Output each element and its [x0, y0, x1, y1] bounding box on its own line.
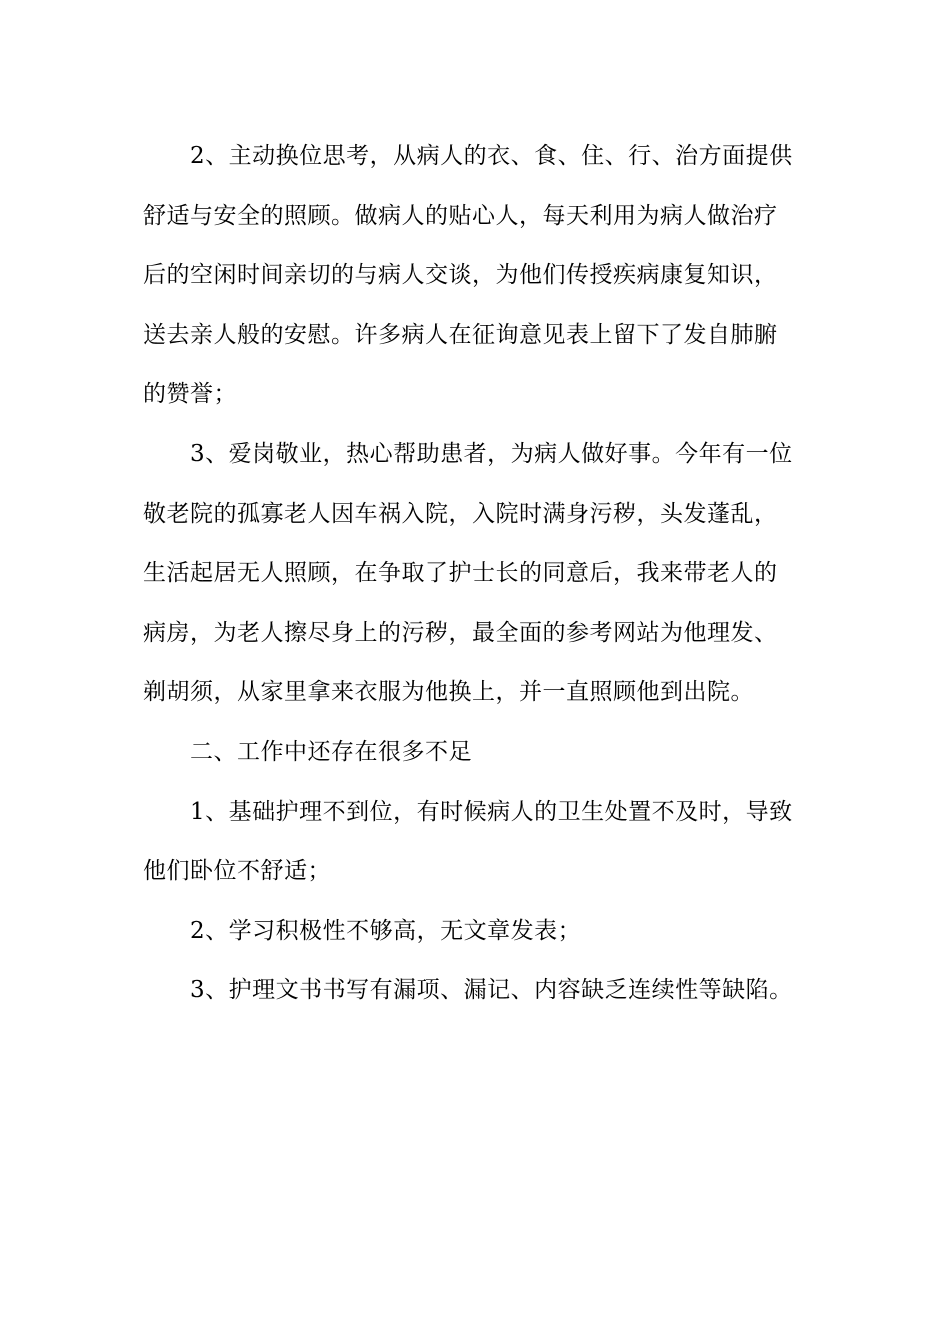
text-line: 3、护理文书书写有漏项、漏记、内容缺乏连续性等缺陷。	[190, 977, 793, 1004]
text-line: 的赞誉；	[143, 381, 237, 408]
text-line: 他们卧位不舒适；	[143, 858, 331, 885]
paragraph-shortcoming-basic-care	[143, 783, 823, 902]
text-line: 1、基础护理不到位，有时候病人的卫生处置不及时，导致	[190, 798, 793, 825]
text-line: 2、学习积极性不够高，无文章发表；	[190, 917, 582, 944]
text-line: 2、主动换位思考，从病人的衣、食、住、行、治方面提供	[190, 143, 793, 169]
text-line: 后的空闲时间亲切的与病人交谈，为他们传授疾病康复知识，	[143, 262, 778, 289]
text-line: 3、爱岗敬业，热心帮助患者，为病人做好事。今年有一位	[190, 440, 793, 467]
text-line: 二、工作中还存在很多不足	[190, 738, 472, 765]
text-line: 舒适与安全的照顾。做病人的贴心人，每天利用为病人做治疗	[143, 202, 778, 229]
text-line: 剃胡须，从家里拿来衣服为他换上，并一直照顾他到出院。	[143, 679, 754, 706]
text-line: 送去亲人般的安慰。许多病人在征询意见表上留下了发自肺腑	[143, 321, 778, 348]
text-line: 生活起居无人照顾，在争取了护士长的同意后，我来带老人的	[143, 560, 778, 587]
paragraph-shortcoming-learning	[143, 902, 823, 962]
text-line: 敬老院的孤寡老人因车祸入院，入院时满身污秽，头发蓬乱，	[143, 500, 778, 527]
text-line: 病房，为老人擦尽身上的污秽，最全面的参考网站为他理发、	[143, 619, 778, 646]
section-heading-shortcomings	[143, 723, 823, 783]
paragraph-dedication	[143, 425, 823, 723]
paragraph-shortcoming-records	[143, 961, 823, 1021]
document-body	[143, 127, 823, 1021]
paragraph-care-considerate	[143, 127, 823, 425]
